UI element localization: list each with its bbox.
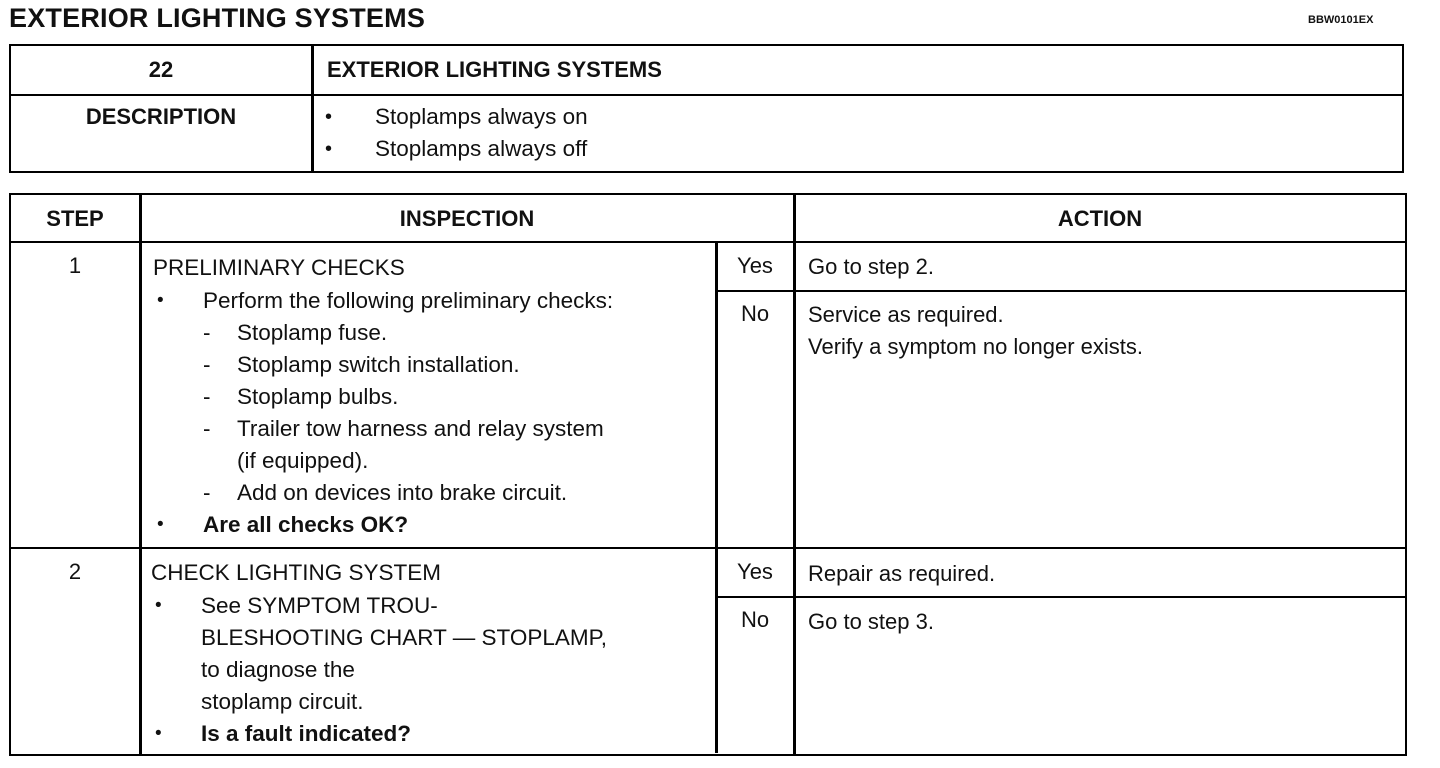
step-number: 1 <box>68 253 82 278</box>
page-title: EXTERIOR LIGHTING SYSTEMS <box>9 3 426 33</box>
step-number: 2 <box>68 559 82 584</box>
no-action-line: Service as required. <box>808 302 1004 327</box>
inspection-bullet <box>151 591 441 623</box>
section-number: 22 <box>148 57 174 82</box>
section-header-table <box>9 44 1404 173</box>
inspection-cell <box>151 559 607 751</box>
dash-icon: - <box>203 320 211 345</box>
inspection-sub-item-text: Stoplamp switch installation. <box>237 352 520 377</box>
description-item-text: Stoplamps always on <box>375 104 588 129</box>
inspection-question <box>151 719 441 751</box>
no-label: No <box>740 607 770 632</box>
bullet-icon: • <box>325 106 333 128</box>
bullet-icon: • <box>157 514 164 535</box>
description-item-text: Stoplamps always off <box>375 136 588 161</box>
inspection-sub-item-text: Stoplamp bulbs. <box>237 384 399 409</box>
bullet-icon: • <box>325 138 333 160</box>
description-label: DESCRIPTION <box>85 104 237 129</box>
inspection-question <box>153 510 409 542</box>
dash-icon: - <box>203 480 211 505</box>
inspection-bullet-continuation <box>151 655 441 687</box>
grid-line <box>793 195 796 754</box>
bullet-icon: • <box>155 595 162 616</box>
inspection-bullet-text: See SYMPTOM TROU- <box>201 593 438 618</box>
grid-line <box>139 195 142 754</box>
inspection-sub-item <box>153 350 520 382</box>
inspection-bullet <box>153 286 614 318</box>
inspection-bullet-continuation <box>151 687 441 719</box>
document-code: BBW0101EX <box>1308 14 1374 26</box>
inspection-sub-item <box>153 382 405 414</box>
inspection-bullet-text: stoplamp circuit. <box>201 689 364 714</box>
yes-action: Go to step 2. <box>808 254 934 279</box>
dash-icon: - <box>203 384 211 409</box>
inspection-sub-item <box>153 478 568 510</box>
header-divider-horizontal <box>11 94 1402 96</box>
dash-icon: - <box>203 352 211 377</box>
yes-label: Yes <box>737 559 773 584</box>
column-header-step: STEP <box>46 206 104 231</box>
grid-line <box>715 290 1405 292</box>
inspection-sub-item-continuation <box>153 446 405 478</box>
inspection-question-text: Is a fault indicated? <box>201 721 412 746</box>
inspection-sub-item <box>153 318 405 350</box>
inspection-bullet-continuation <box>151 623 607 655</box>
dash-icon: - <box>203 416 211 441</box>
inspection-sub-item-text: Trailer tow harness and relay system <box>237 416 604 441</box>
inspection-cell <box>153 254 614 542</box>
section-title: EXTERIOR LIGHTING SYSTEMS <box>327 57 662 82</box>
column-header-action: ACTION <box>1057 206 1143 231</box>
inspection-heading: CHECK LIGHTING SYSTEM <box>151 560 442 585</box>
inspection-bullet-text: Perform the following preliminary checks: <box>203 288 614 313</box>
inspection-sub-item-text: (if equipped). <box>237 448 369 473</box>
grid-line <box>715 596 1405 598</box>
no-label: No <box>740 301 770 326</box>
inspection-sub-item-text: Add on devices into brake circuit. <box>237 480 568 505</box>
inspection-sub-item-text: Stoplamp fuse. <box>237 320 388 345</box>
bullet-icon: • <box>155 723 162 744</box>
no-action-line: Go to step 3. <box>808 609 934 634</box>
no-action <box>808 606 934 638</box>
inspection-question-text: Are all checks OK? <box>203 512 409 537</box>
inspection-bullet-text: to diagnose the <box>201 657 355 682</box>
inspection-bullet-text: BLESHOOTING CHART — STOPLAMP, <box>201 625 607 650</box>
inspection-heading: PRELIMINARY CHECKS <box>153 255 405 280</box>
bullet-icon: • <box>157 290 164 311</box>
yes-action: Repair as required. <box>808 561 996 586</box>
yes-label: Yes <box>737 253 773 278</box>
diagnostic-table <box>9 193 1407 756</box>
column-header-inspection: INSPECTION <box>399 206 535 231</box>
no-action-line: Verify a symptom no longer exists. <box>808 334 1144 359</box>
grid-line <box>11 547 1405 549</box>
no-action <box>808 299 1143 363</box>
inspection-sub-item <box>153 414 604 446</box>
header-divider-vertical <box>311 46 314 171</box>
